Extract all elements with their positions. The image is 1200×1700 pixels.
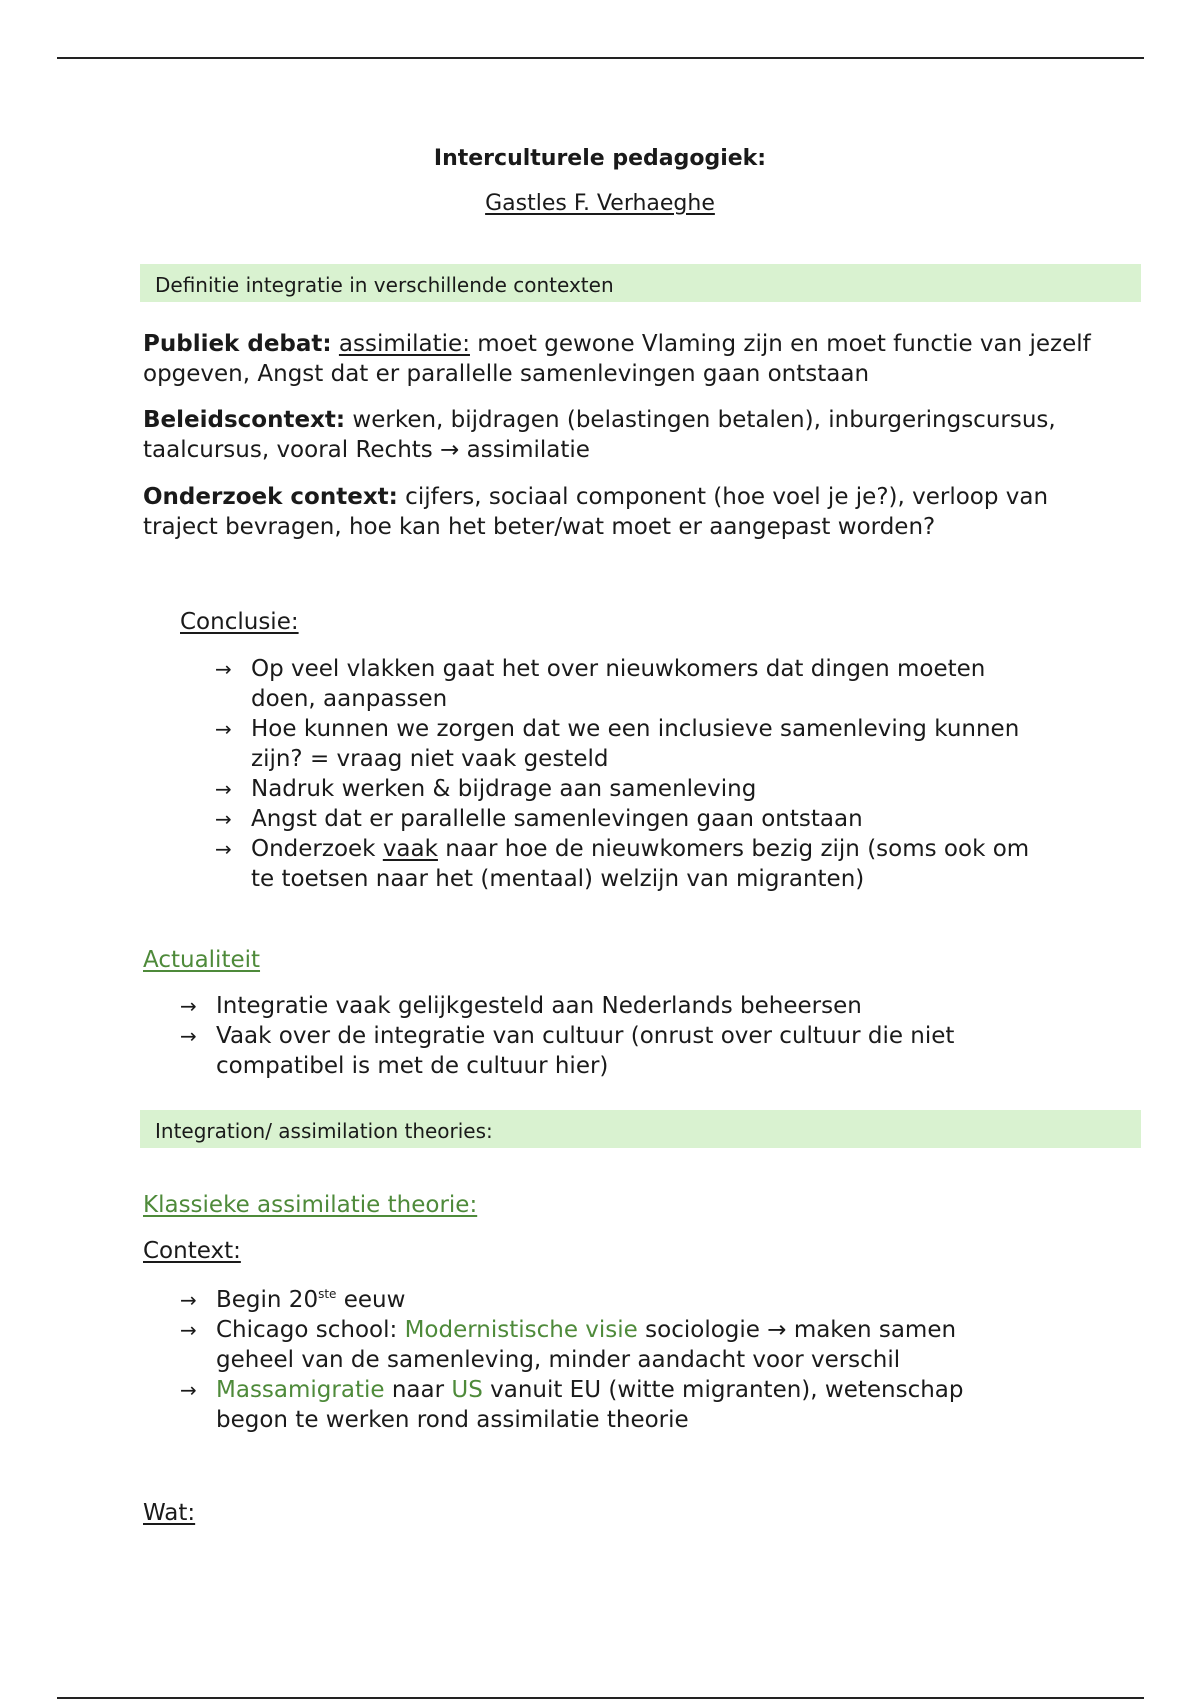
- conclusie-heading: Conclusie:: [180, 609, 299, 635]
- document-subtitle: [0, 191, 1200, 216]
- list-item-text-rest: eeuw: [336, 1287, 406, 1313]
- arrow-icon: →: [180, 1378, 197, 1402]
- subtitle-text: Gastles F. Verhaeghe: [485, 191, 715, 216]
- arrow-icon: →: [215, 717, 232, 741]
- list-item: [215, 804, 1045, 834]
- paragraph-publiek-debat: [143, 329, 1103, 389]
- top-rule: [57, 57, 1144, 59]
- label-onderzoek-context: Onderzoek context:: [143, 484, 398, 510]
- highlight-term: Modernistische visie: [404, 1317, 638, 1343]
- arrow-icon: →: [180, 1318, 197, 1342]
- arrow-icon: →: [180, 994, 197, 1018]
- arrow-icon: →: [215, 777, 232, 801]
- context-list: [180, 1285, 1040, 1435]
- text-beleidscontext: werken, bijdragen (belastingen betalen), inburgeringscursus, taalcursus, vooral Rechts → assimilatie: [143, 407, 1056, 463]
- list-item-text: Op veel vlakken gaat het over nieuwkomers dat dingen moeten doen, aanpassen: [251, 656, 986, 712]
- list-item: [180, 991, 1040, 1021]
- highlight-term: US: [451, 1377, 483, 1403]
- list-item: [180, 1285, 1040, 1315]
- document-title: Interculturele pedagogiek:: [433, 146, 767, 171]
- section-band-theories: [140, 1110, 1141, 1148]
- arrow-icon: →: [180, 1024, 197, 1048]
- list-item-text: Begin 20: [216, 1287, 319, 1313]
- list-item-text-rest: sociologie → maken samen geheel van de samenleving, minder aandacht voor verschil: [216, 1317, 957, 1373]
- list-item: [215, 654, 1045, 714]
- paragraph-onderzoek-context: [143, 482, 1103, 542]
- section-band-label: Definitie integratie in verschillende contexten: [155, 273, 614, 297]
- list-item: [180, 1315, 1040, 1375]
- superscript: ste: [318, 1287, 337, 1301]
- bottom-rule: [57, 1697, 1144, 1699]
- arrow-icon: →: [215, 657, 232, 681]
- list-item-text: Vaak over de integratie van cultuur (onrust over cultuur die niet compatibel is met de cultuur hier): [216, 1023, 955, 1079]
- label-publiek-debat: Publiek debat:: [143, 331, 332, 357]
- list-item: [180, 1375, 1040, 1435]
- text-publiek-debat: moet gewone Vlaming zijn en moet functie van jezelf opgeven, Angst dat er parallelle samenlevingen gaan ontstaan: [143, 331, 1091, 387]
- list-item-text: Onderzoek: [251, 836, 383, 862]
- list-item-text: Angst dat er parallelle samenlevingen gaan ontstaan: [251, 806, 863, 832]
- highlight-term: Massamigratie: [216, 1377, 385, 1403]
- arrow-icon: →: [215, 837, 232, 861]
- arrow-icon: →: [215, 807, 232, 831]
- text-onderzoek-context: cijfers, sociaal component (hoe voel je je?), verloop van traject bevragen, hoe kan het beter/wat moet er aangepast worden?: [143, 484, 1049, 540]
- actualiteit-list: [180, 991, 1040, 1081]
- paragraph-beleidscontext: [143, 405, 1103, 465]
- context-heading: Context:: [143, 1238, 241, 1264]
- label-beleidscontext: Beleidscontext:: [143, 407, 346, 433]
- list-item-text: Integratie vaak gelijkgesteld aan Nederlands beheersen: [216, 993, 862, 1019]
- section-band-label: Integration/ assimilation theories:: [155, 1119, 493, 1143]
- section-band-definitie: [140, 264, 1141, 302]
- underlined-word: vaak: [382, 836, 438, 862]
- list-item-text: Hoe kunnen we zorgen dat we een inclusieve samenleving kunnen zijn? = vraag niet vaak gesteld: [251, 716, 1020, 772]
- list-item: [180, 1021, 1040, 1081]
- actualiteit-heading: Actualiteit: [143, 947, 261, 973]
- arrow-icon: →: [180, 1288, 197, 1312]
- wat-heading: Wat:: [143, 1500, 196, 1526]
- list-item-text-rest: vanuit EU (witte migranten), wetenschap begon te werken rond assimilatie theorie: [216, 1377, 964, 1433]
- list-item: [215, 774, 1045, 804]
- list-item-text: Nadruk werken & bijdrage aan samenleving: [251, 776, 757, 802]
- list-item: [215, 714, 1045, 774]
- list-item: [215, 834, 1045, 894]
- list-item-text-rest: naar hoe de nieuwkomers bezig zijn (soms ook om te toetsen naar het (mentaal) welzijn van migranten): [251, 836, 1030, 892]
- term-assimilatie: assimilatie:: [338, 331, 470, 357]
- conclusie-list: [215, 654, 1045, 894]
- klassieke-assimilatie-heading: Klassieke assimilatie theorie:: [143, 1192, 478, 1218]
- list-item-text: Chicago school:: [216, 1317, 405, 1343]
- list-item-text: naar: [384, 1377, 452, 1403]
